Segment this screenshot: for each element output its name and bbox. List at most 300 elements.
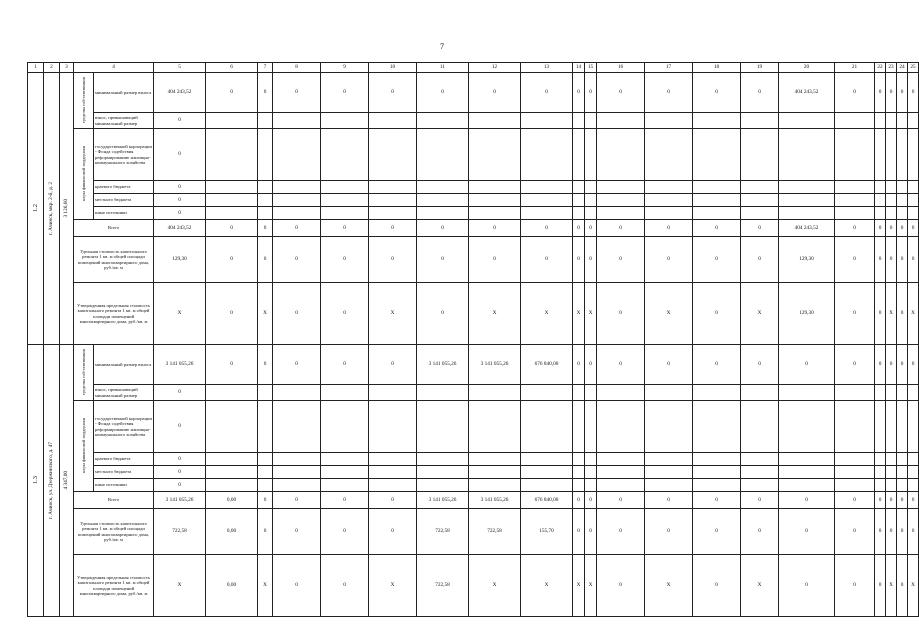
value-cell: X [521,283,573,345]
value-cell [645,113,693,129]
value-cell: 0 [273,509,321,555]
value-cell: 0 [693,345,741,385]
value-cell [693,466,741,479]
value-cell [273,129,321,181]
value-cell [206,113,258,129]
value-cell: 0 [886,237,897,283]
value-cell [741,385,779,401]
value-cell [897,194,908,207]
value-cell [573,479,585,492]
group-label-financial-support: меры финансовой поддержки [74,129,94,220]
value-cell [886,194,897,207]
header-row [28,63,919,73]
value-cell: 0 [206,283,258,345]
header-cell: 13 [521,63,573,73]
value-cell [875,453,886,466]
value-cell: 0 [321,283,369,345]
row-label: государственной корпорации - Фонда содействия реформированию жилищно-коммунального хозяйства [94,129,154,181]
table-row [28,237,919,283]
value-cell: 0 [908,237,919,283]
table-row [28,401,919,453]
row-label: Всего [74,220,154,237]
value-cell [886,181,897,194]
value-cell: 0 [597,220,645,237]
value-cell [573,385,585,401]
value-cell: X [908,283,919,345]
table-row [28,129,919,181]
value-cell: 0 [741,345,779,385]
value-cell: 0 [875,73,886,113]
value-cell: 0 [875,237,886,283]
value-cell: 676 840,00 [521,492,573,509]
value-cell: 0 [779,555,835,617]
value-cell [886,466,897,479]
value-cell [369,194,417,207]
value-cell: 0 [897,345,908,385]
value-cell [273,113,321,129]
table-row [28,453,919,466]
value-cell: 0 [886,345,897,385]
table-row [28,555,919,617]
group-label-financial-support: меры финансовой поддержки [74,401,94,492]
header-cell: 12 [469,63,521,73]
value-cell [597,181,645,194]
value-cell: 0 [597,345,645,385]
value-cell: X [521,555,573,617]
value-cell [273,466,321,479]
value-cell [369,113,417,129]
value-cell: 0 [258,492,273,509]
row-label: Удельная стоимость капитального ремонта 1 кв. м общей площади помещений многоквартирного дома, руб./кв. м [74,509,154,555]
value-cell: 0 [273,345,321,385]
value-cell: 0 [469,220,521,237]
value-cell: 404 243,52 [779,220,835,237]
row-label: краевого бюджета [94,453,154,466]
value-cell: 0 [835,220,875,237]
value-cell: 3 141 055,26 [417,345,469,385]
value-cell [779,385,835,401]
value-cell [779,466,835,479]
value-cell [369,129,417,181]
value-cell [273,181,321,194]
value-cell [741,194,779,207]
value-cell [886,207,897,220]
value-cell [573,207,585,220]
value-cell [897,466,908,479]
value-cell: 0 [258,237,273,283]
table-row [28,194,919,207]
value-cell: 0 [908,73,919,113]
value-cell [908,385,919,401]
value-cell: 0 [645,509,693,555]
value-cell [573,181,585,194]
value-cell [206,401,258,453]
value-cell [417,466,469,479]
value-cell [417,453,469,466]
value-cell [585,479,597,492]
value-cell: 0 [258,345,273,385]
value-cell [779,194,835,207]
value-cell [321,113,369,129]
value-cell: 0 [693,555,741,617]
value-cell [645,207,693,220]
value-cell [417,129,469,181]
value-cell [597,113,645,129]
table-row [28,113,919,129]
value-cell: 0 [273,73,321,113]
value-cell [206,385,258,401]
row-label: Всего [74,492,154,509]
value-cell: 3 141 055,26 [469,345,521,385]
table-row [28,345,919,385]
value-cell: 0 [469,73,521,113]
value-cell [206,181,258,194]
value-cell [875,466,886,479]
value-cell [585,453,597,466]
value-cell: X [469,283,521,345]
value-cell [908,113,919,129]
value-cell [206,479,258,492]
value-cell [321,401,369,453]
value-cell: 0 [897,220,908,237]
value-cell [321,466,369,479]
value-cell [908,466,919,479]
value-cell [469,479,521,492]
value-cell: 3 141 055,26 [417,492,469,509]
value-cell [886,479,897,492]
value-cell: 0,00 [206,492,258,509]
value-cell [897,401,908,453]
value-cell [573,453,585,466]
value-cell [645,181,693,194]
value-cell: 0 [897,73,908,113]
section-area: 3 126,60 [60,73,74,345]
table-row [28,73,919,113]
value-cell [741,401,779,453]
value-cell: 0 [206,73,258,113]
value-cell: 0 [258,73,273,113]
value-cell: 0 [875,345,886,385]
value-cell: 0 [597,283,645,345]
table-row [28,509,919,555]
value-cell: 0 [273,555,321,617]
table-row [28,181,919,194]
section-number: 1.3 [28,345,44,617]
value-cell [897,181,908,194]
value-cell [693,479,741,492]
value-cell [741,466,779,479]
value-cell: 0 [693,492,741,509]
value-cell [417,113,469,129]
value-cell: 0 [693,73,741,113]
value-cell [645,129,693,181]
value-cell [573,129,585,181]
value-cell [321,194,369,207]
value-cell [321,453,369,466]
value-cell [908,401,919,453]
header-cell: 20 [779,63,835,73]
value-cell: 0 [835,73,875,113]
value-cell [321,479,369,492]
value-cell: 0 [369,73,417,113]
value-cell [835,181,875,194]
value-cell [573,194,585,207]
value-cell: 0 [585,509,597,555]
value-cell [417,479,469,492]
value-cell [908,453,919,466]
value-cell [585,207,597,220]
row-label: взнос, превышающий минимальный размер [94,385,154,401]
value-cell: 0 [585,237,597,283]
value-cell: 0 [573,492,585,509]
value-cell: 0 [273,220,321,237]
value-cell: 0 [875,509,886,555]
value-cell: 0 [258,220,273,237]
value-cell [521,479,573,492]
value-cell [521,113,573,129]
table-row [28,466,919,479]
value-cell: 0 [585,73,597,113]
value-cell [258,479,273,492]
value-cell: 0 [573,509,585,555]
value-cell [258,181,273,194]
value-cell [875,479,886,492]
value-cell: 0 [369,492,417,509]
value-cell: X [585,283,597,345]
value-cell: 0 [597,237,645,283]
value-cell: X [369,283,417,345]
value-cell [258,453,273,466]
value-cell: 0 [206,237,258,283]
value-cell [875,194,886,207]
value-cell: 0 [897,555,908,617]
capital-repair-table [27,62,919,617]
section-area: 4 347,00 [60,345,74,617]
value-cell: 0 [154,181,206,194]
value-cell [321,385,369,401]
value-cell: 0 [321,509,369,555]
value-cell [258,385,273,401]
value-cell: 0 [875,492,886,509]
value-cell: 404 243,52 [154,73,206,113]
value-cell [875,181,886,194]
value-cell [573,466,585,479]
value-cell: 722,58 [154,509,206,555]
value-cell [573,113,585,129]
value-cell [597,129,645,181]
value-cell: 0 [154,194,206,207]
page-number: 7 [440,42,444,51]
value-cell [469,401,521,453]
value-cell [417,207,469,220]
value-cell: 0 [273,492,321,509]
value-cell: X [573,555,585,617]
value-cell: 0 [897,237,908,283]
value-cell: 0 [897,509,908,555]
value-cell [835,401,875,453]
value-cell [779,113,835,129]
row-label: краевого бюджета [94,181,154,194]
value-cell: 0 [321,73,369,113]
value-cell [417,181,469,194]
value-cell [585,385,597,401]
header-cell: 4 [74,63,154,73]
value-cell [835,466,875,479]
value-cell [521,129,573,181]
value-cell: 0 [693,237,741,283]
group-label-own-funds: средства соб-ственников [74,345,94,401]
value-cell: 0 [693,283,741,345]
value-cell: 0 [585,220,597,237]
value-cell [897,479,908,492]
value-cell: X [258,283,273,345]
value-cell [585,181,597,194]
value-cell: 129,30 [154,237,206,283]
value-cell [597,401,645,453]
value-cell: X [573,283,585,345]
value-cell [597,479,645,492]
value-cell: 0 [908,220,919,237]
value-cell [521,466,573,479]
value-cell [469,453,521,466]
table-row [28,207,919,220]
value-cell [597,385,645,401]
value-cell: X [741,555,779,617]
value-cell [645,453,693,466]
value-cell [779,479,835,492]
value-cell: 404 243,52 [779,73,835,113]
value-cell [369,453,417,466]
value-cell: X [908,555,919,617]
value-cell: 0 [573,220,585,237]
value-cell [897,113,908,129]
value-cell: X [645,283,693,345]
value-cell: 0 [206,345,258,385]
value-cell: 0 [321,555,369,617]
value-cell [908,207,919,220]
header-cell: 2 [44,63,60,73]
value-cell: 0 [779,509,835,555]
value-cell: 0 [206,220,258,237]
section-number: 1.2 [28,73,44,345]
header-cell: 22 [875,63,886,73]
value-cell [469,385,521,401]
value-cell [417,194,469,207]
value-cell: 0 [897,283,908,345]
value-cell [258,207,273,220]
value-cell [835,113,875,129]
value-cell [321,207,369,220]
value-cell [645,385,693,401]
value-cell [521,194,573,207]
value-cell [779,181,835,194]
value-cell [585,113,597,129]
value-cell: 0 [521,237,573,283]
value-cell: 0 [741,492,779,509]
value-cell: 0 [273,283,321,345]
value-cell [273,194,321,207]
value-cell [273,207,321,220]
value-cell [886,113,897,129]
value-cell [835,194,875,207]
header-cell: 14 [573,63,585,73]
value-cell [875,129,886,181]
value-cell [469,181,521,194]
value-cell [258,113,273,129]
value-cell: 0 [693,509,741,555]
row-label: иные источники [94,479,154,492]
value-cell: 0 [369,509,417,555]
value-cell [585,466,597,479]
value-cell [521,181,573,194]
header-cell: 25 [908,63,919,73]
value-cell [417,385,469,401]
value-cell [585,401,597,453]
value-cell [469,466,521,479]
table-row [28,479,919,492]
value-cell [321,181,369,194]
value-cell: 0 [886,73,897,113]
value-cell [273,453,321,466]
section-address: г. Ачинск, ул. Дзержинского, д. 47 [44,345,60,617]
section-address: г. Ачинск, мкр. 2-й, д. 2 [44,73,60,345]
value-cell: 155,70 [521,509,573,555]
value-cell [645,401,693,453]
value-cell [693,207,741,220]
header-cell: 7 [258,63,273,73]
header-cell: 6 [206,63,258,73]
value-cell: 3 141 055,26 [154,492,206,509]
value-cell: 0 [835,283,875,345]
value-cell [206,466,258,479]
value-cell [369,466,417,479]
value-cell: 0 [886,492,897,509]
value-cell [908,479,919,492]
row-label: иные источники [94,207,154,220]
value-cell [693,129,741,181]
value-cell: 0 [585,345,597,385]
value-cell: 0 [369,220,417,237]
header-cell: 16 [597,63,645,73]
value-cell: 0 [597,555,645,617]
value-cell [779,453,835,466]
value-cell [835,129,875,181]
value-cell [469,207,521,220]
row-label: местного бюджета [94,194,154,207]
value-cell: 0 [875,555,886,617]
value-cell [693,181,741,194]
value-cell: X [469,555,521,617]
value-cell [273,401,321,453]
value-cell [521,453,573,466]
value-cell [875,385,886,401]
value-cell [417,401,469,453]
row-label: Утвержденная предельная стоимость капитального ремонта 1 кв. м общей площади помещений многоквартирного дома, руб./кв. м [74,555,154,617]
value-cell: X [585,555,597,617]
value-cell [258,401,273,453]
header-cell: 23 [886,63,897,73]
value-cell: 0 [835,509,875,555]
value-cell: 0 [875,283,886,345]
value-cell: 0 [645,220,693,237]
value-cell: 0 [154,113,206,129]
value-cell: 0 [908,509,919,555]
value-cell: 129,30 [779,237,835,283]
value-cell [585,129,597,181]
value-cell [573,401,585,453]
value-cell: 0 [645,492,693,509]
value-cell: 0 [741,509,779,555]
